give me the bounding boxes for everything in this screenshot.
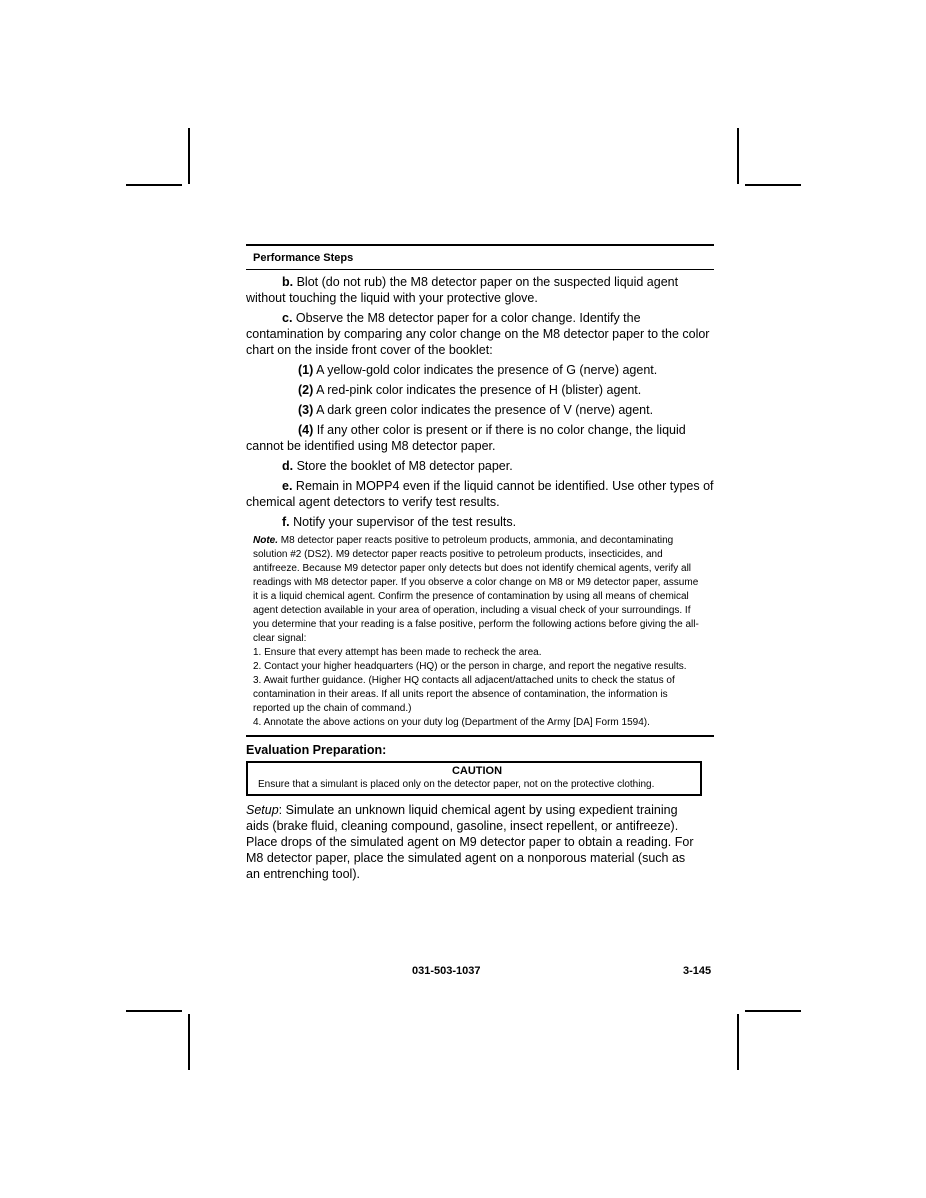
substep-3 (246, 402, 714, 418)
step-b (246, 274, 714, 306)
substep-number: (4) (298, 423, 314, 437)
note-text: M8 detector paper reacts positive to petroleum products, ammonia, and decontaminating solution #2 (DS2). M9 detector paper reacts positive to petroleum products, insecticides, and antifreeze. Because M9 detector paper only detects but does not identify chemical agents, verify all readings with M8 detector paper. If you observe a color change on M8 or M9 detector paper, assume it is a liquid chemical agent. Confirm the presence of contamination by using all means of chemical agent detection available in your area of operation, including a visual check of your surroundings. If you determine that your reading is a false positive, perform the following actions before giving the all-clear signal: (253, 535, 699, 644)
step-text: Remain in MOPP4 even if the liquid cannot be identified. Use other types of chemical agent detectors to verify test results. (246, 479, 714, 509)
step-letter: f. (282, 515, 290, 529)
crop-mark-bottom-left-vertical (188, 1014, 190, 1070)
crop-mark-top-right-vertical (737, 128, 739, 184)
task-number: 031-503-1037 (412, 965, 481, 977)
substep-number: (3) (298, 403, 314, 417)
step-f (246, 514, 714, 530)
caution-title: CAUTION (451, 765, 503, 777)
note-item-2: 2. Contact your higher headquarters (HQ) or the person in charge, and report the negative results. (253, 661, 687, 672)
step-e (246, 478, 714, 510)
page-content (246, 244, 714, 882)
crop-mark-top-left-horizontal (126, 184, 182, 186)
crop-mark-bottom-right-vertical (737, 1014, 739, 1070)
evaluation-heading: Evaluation Preparation: (246, 743, 387, 757)
substep-number: (1) (298, 363, 314, 377)
note-item-4: 4. Annotate the above actions on your duty log (Department of the Army [DA] Form 1594). (253, 717, 650, 728)
crop-mark-top-left-vertical (188, 128, 190, 184)
note-item-3: 3. Await further guidance. (Higher HQ contacts all adjacent/attached units to check the status of contamination in their areas. If all units report the absence of contamination, the information is reported up the chain of command.) (253, 675, 675, 714)
step-text: Observe the M8 detector paper for a color change. Identify the contamination by comparing any color change on the M8 detector paper to the color chart on the inside front cover of the booklet: (246, 311, 710, 357)
note-item-1: 1. Ensure that every attempt has been made to recheck the area. (253, 647, 542, 658)
step-letter: b. (282, 275, 294, 289)
crop-mark-top-right-horizontal (745, 184, 801, 186)
substep-4 (246, 422, 714, 454)
step-text: Notify your supervisor of the test results. (293, 515, 517, 529)
substep-text: If any other color is present or if there is no color change, the liquid cannot be identified using M8 detector paper. (246, 423, 686, 453)
substep-text: A red-pink color indicates the presence of H (blister) agent. (316, 383, 642, 397)
step-d (246, 458, 714, 474)
step-letter: e. (282, 479, 293, 493)
section-label: Performance Steps (253, 252, 354, 264)
header-divider (246, 269, 714, 270)
page-number: 3-145 (683, 965, 712, 977)
step-c (246, 310, 714, 358)
step-text: Blot (do not rub) the M8 detector paper on the suspected liquid agent without touching the liquid with your protective glove. (246, 275, 679, 305)
crop-mark-bottom-right-horizontal (745, 1010, 801, 1012)
setup-text: : Simulate an unknown liquid chemical agent by using expedient training aids (brake fluid, cleaning compound, gasoline, insect repellent, or antifreeze). Place drops of the simulated agent on M9 detector paper to obtain a reading. For M8 detector paper, place the simulated agent on a nonporous material (such as an entrenching tool). (246, 803, 694, 881)
caution-text: Ensure that a simulant is placed only on the detector paper, not on the protective clothing. (258, 779, 655, 790)
setup-label: Setup (246, 803, 279, 817)
setup-paragraph (246, 802, 714, 882)
crop-mark-bottom-left-horizontal (126, 1010, 182, 1012)
caution-box (246, 761, 702, 796)
substep-1 (246, 362, 714, 378)
step-letter: d. (282, 459, 294, 473)
step-letter: c. (282, 311, 293, 325)
substep-2 (246, 382, 714, 398)
note-paragraph (246, 534, 714, 646)
substep-text: A yellow-gold color indicates the presence of G (nerve) agent. (316, 363, 658, 377)
substep-number: (2) (298, 383, 314, 397)
note-label: Note. (253, 535, 278, 546)
step-text: Store the booklet of M8 detector paper. (296, 459, 513, 473)
substep-text: A dark green color indicates the presence of V (nerve) agent. (316, 403, 654, 417)
